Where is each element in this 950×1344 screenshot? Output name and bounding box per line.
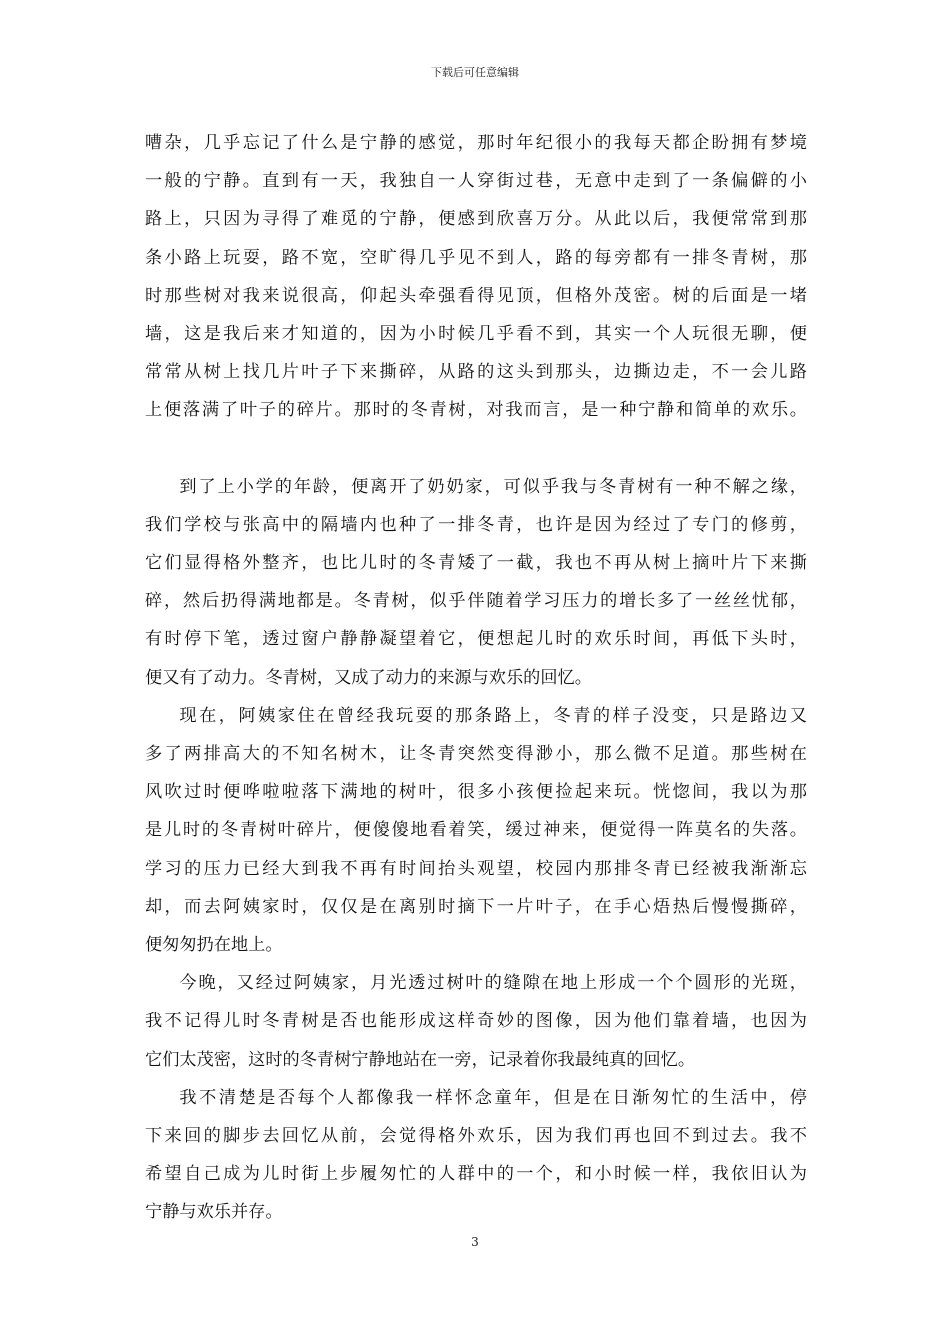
text-line: 却，而去阿姨家时，仅仅是在离别时摘下一片叶子，在手心焐热后慢慢撕碎，: [145, 896, 807, 917]
paragraph-3: [145, 697, 807, 964]
text-line: 路上，只因为寻得了难觅的宁静，便感到欣喜万分。从此以后，我便常常到那: [145, 209, 807, 230]
text-line: 我不记得儿时冬青树是否也能形成这样奇妙的图像，因为他们靠着墙，也因为: [145, 1011, 807, 1032]
text-line: 现在，阿姨家住在曾经我玩耍的那条路上，冬青的样子没变，只是路边又: [179, 705, 807, 726]
text-line: 我们学校与张高中的隔墙内也种了一排冬青，也许是因为经过了专门的修剪，: [145, 514, 807, 535]
paragraph-4: [145, 964, 807, 1079]
text-line: 到了上小学的年龄，便离开了奶奶家，可似乎我与冬青树有一种不解之缘，: [179, 476, 807, 497]
text-line: 学习的压力已经大到我不再有时间抬头观望，校园内那排冬青已经被我渐渐忘: [145, 858, 807, 879]
text-line: 多了两排高大的不知名树木，让冬青突然变得渺小，那么微不足道。那些树在: [145, 744, 807, 765]
text-line: 它们太茂密，这时的冬青树宁静地站在一旁，记录着你我最纯真的回忆。: [145, 1049, 696, 1070]
text-line: 常常从树上找几片叶子下来撕碎，从路的这头到那头，边撕边走，不一会儿路: [145, 362, 807, 383]
text-line: 有时停下笔，透过窗户静静凝望着它，便想起儿时的欢乐时间，再低下头时，: [145, 629, 807, 650]
page-number: 3: [471, 1235, 479, 1249]
text-line: 上便落满了叶子的碎片。那时的冬青树，对我而言，是一种宁静和简单的欢乐。: [145, 400, 807, 421]
document-body: [145, 124, 807, 1232]
text-line: 希望自己成为儿时街上步履匆忙的人群中的一个，和小时候一样，我依旧认为: [145, 1164, 807, 1185]
text-line: 嘈杂，几乎忘记了什么是宁静的感觉，那时年纪很小的我每天都企盼拥有梦境: [145, 133, 807, 153]
text-line: 今晚，又经过阿姨家，月光透过树叶的缝隙在地上形成一个个圆形的光斑，: [179, 973, 807, 994]
text-line: 我不清楚是否每个人都像我一样怀念童年，但是在日渐匆忙的生活中，停: [179, 1087, 807, 1108]
text-line: 是儿时的冬青树叶碎片，便傻傻地看着笑，缓过神来，便觉得一阵莫名的失落。: [145, 820, 807, 841]
text-line: 下来回的脚步去回忆从前，会觉得格外欢乐，因为我们再也回不到过去。我不: [145, 1126, 807, 1147]
paragraph-2: [145, 468, 807, 697]
paragraph-5: [145, 1079, 807, 1232]
text-line: 时那些树对我来说很高，仰起头牵强看得见顶，但格外茂密。树的后面是一堵: [145, 285, 807, 306]
text-line: 它们显得格外整齐，也比儿时的冬青矮了一截，我也不再从树上摘叶片下来撕: [145, 553, 807, 574]
paragraph-1: [145, 124, 807, 430]
text-line: 便匆匆扔在地上。: [145, 935, 283, 956]
text-line: 宁静与欢乐并存。: [145, 1202, 283, 1223]
text-line: 条小路上玩耍，路不宽，空旷得几乎见不到人，路的每旁都有一排冬青树，那: [145, 247, 807, 268]
text-line: 风吹过时便哗啦啦落下满地的树叶，很多小孩便捡起来玩。恍惚间，我以为那: [145, 782, 807, 803]
text-line: 一般的宁静。直到有一天，我独自一人穿街过巷，无意中走到了一条偏僻的小: [145, 171, 807, 192]
text-line: 墙，这是我后来才知道的，因为小时候几乎看不到，其实一个人玩很无聊，便: [145, 324, 807, 345]
text-line: 便又有了动力。冬青树，又成了动力的来源与欢乐的回忆。: [145, 667, 592, 688]
page-header: 下载后可任意编辑: [431, 66, 519, 79]
text-line: 碎，然后扔得满地都是。冬青树，似乎伴随着学习压力的增长多了一丝丝忧郁，: [145, 591, 807, 612]
